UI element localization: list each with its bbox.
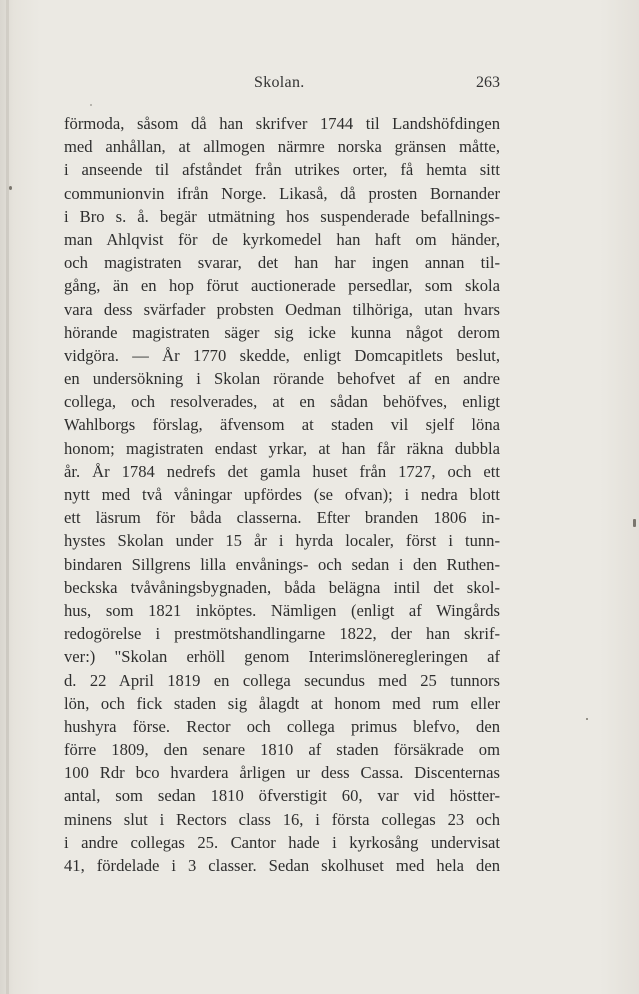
text-line: nytt med två våningar upfördes (se ofvan); i nedra blott bbox=[64, 485, 500, 504]
text-line: bindaren Sillgrens lilla envånings- och sedan i den Ruthen- bbox=[64, 554, 500, 574]
text-line: med anhållan, at allmogen närmre norska gränsen måtte, bbox=[64, 137, 500, 157]
text-line: år. År 1784 nedrefs det gamla huset från 1727, och ett bbox=[64, 461, 500, 481]
paper-speck bbox=[9, 186, 12, 190]
text-line: honom; magistraten endast yrkar, at han får räkna dubbla bbox=[64, 438, 500, 458]
text-line: Wahlborgs förslag, äfvensom at staden vil sjelf löna bbox=[64, 415, 500, 435]
text-line: minens slut i Rectors class 16, i första collegas 23 och bbox=[64, 809, 500, 829]
text-line: ett läsrum för båda classerna. Efter branden 1806 in- bbox=[64, 508, 500, 528]
text-line: i andre collegas 25. Cantor hade i kyrkosång undervisat bbox=[64, 832, 500, 852]
text-line: hus, som 1821 inköptes. Nämligen (enligt af Wingårds bbox=[64, 600, 500, 620]
paper-speck bbox=[586, 718, 588, 720]
text-line: lön, och fick staden sig ålagdt at honom med rum eller bbox=[64, 693, 500, 713]
text-line: och magistraten svarar, det han har ingen annan til- bbox=[64, 253, 500, 273]
text-line: ver:) "Skolan erhöll genom Interimslöneregleringen af bbox=[64, 647, 500, 667]
text-line: man Ahlqvist för de kyrkomedel han haft om händer, bbox=[64, 229, 500, 249]
paper-speck bbox=[90, 104, 92, 106]
text-line: beckska tvåvåningsbygnaden, båda belägna intil det skol- bbox=[64, 577, 500, 597]
text-line: i anseende til afståndet från utrikes orter, få hemta sitt bbox=[64, 160, 500, 180]
text-line: vara dess svärfader probsten Oedman tilhöriga, utan hvars bbox=[64, 299, 500, 319]
paper-speck bbox=[633, 519, 636, 527]
text-line: 41, fördelade i 3 classer. Sedan skolhuset med hela den bbox=[64, 856, 500, 875]
text-line: hystes Skolan under 15 år i hyrda localer, först i tunn- bbox=[64, 531, 500, 551]
text-line: antal, som sedan 1810 öfverstigit 60, var vid höstter- bbox=[64, 786, 500, 806]
text-line: collega, och resolverades, at en sådan behöfves, enligt bbox=[64, 392, 500, 412]
page-number: 263 bbox=[476, 74, 500, 91]
text-line: i Bro s. å. begär utmätning hos suspenderade befallnings- bbox=[64, 206, 500, 226]
text-line: en undersökning i Skolan rörande behofvet af en andre bbox=[64, 369, 500, 389]
running-head: Skolan. bbox=[254, 74, 305, 91]
binding-edge bbox=[6, 0, 9, 994]
text-line: communionvin ifrån Norge. Likaså, då prosten Bornander bbox=[64, 183, 500, 203]
text-line: hushyra förse. Rector och collega primus blefvo, den bbox=[64, 716, 500, 736]
text-line: gång, än en hop förut auctionerade persedlar, som skola bbox=[64, 276, 500, 296]
text-line: vidgöra. — År 1770 skedde, enligt Domcapitlets beslut, bbox=[64, 345, 500, 365]
text-line: hörande magistraten säger sig icke kunna något derom bbox=[64, 322, 500, 342]
page-header bbox=[64, 74, 500, 98]
text-line: 100 Rdr bco hvardera årligen ur dess Cassa. Discenternas bbox=[64, 763, 500, 783]
text-line: d. 22 April 1819 en collega secundus med 25 tunnors bbox=[64, 670, 500, 690]
text-line: redogörelse i prestmötshandlingarne 1822, der han skrif- bbox=[64, 624, 500, 644]
text-line: förre 1809, den senare 1810 af staden försäkrade om bbox=[64, 740, 500, 760]
text-line: förmoda, såsom då han skrifver 1744 til Landshöfdingen bbox=[64, 114, 500, 133]
body-text bbox=[64, 112, 500, 877]
